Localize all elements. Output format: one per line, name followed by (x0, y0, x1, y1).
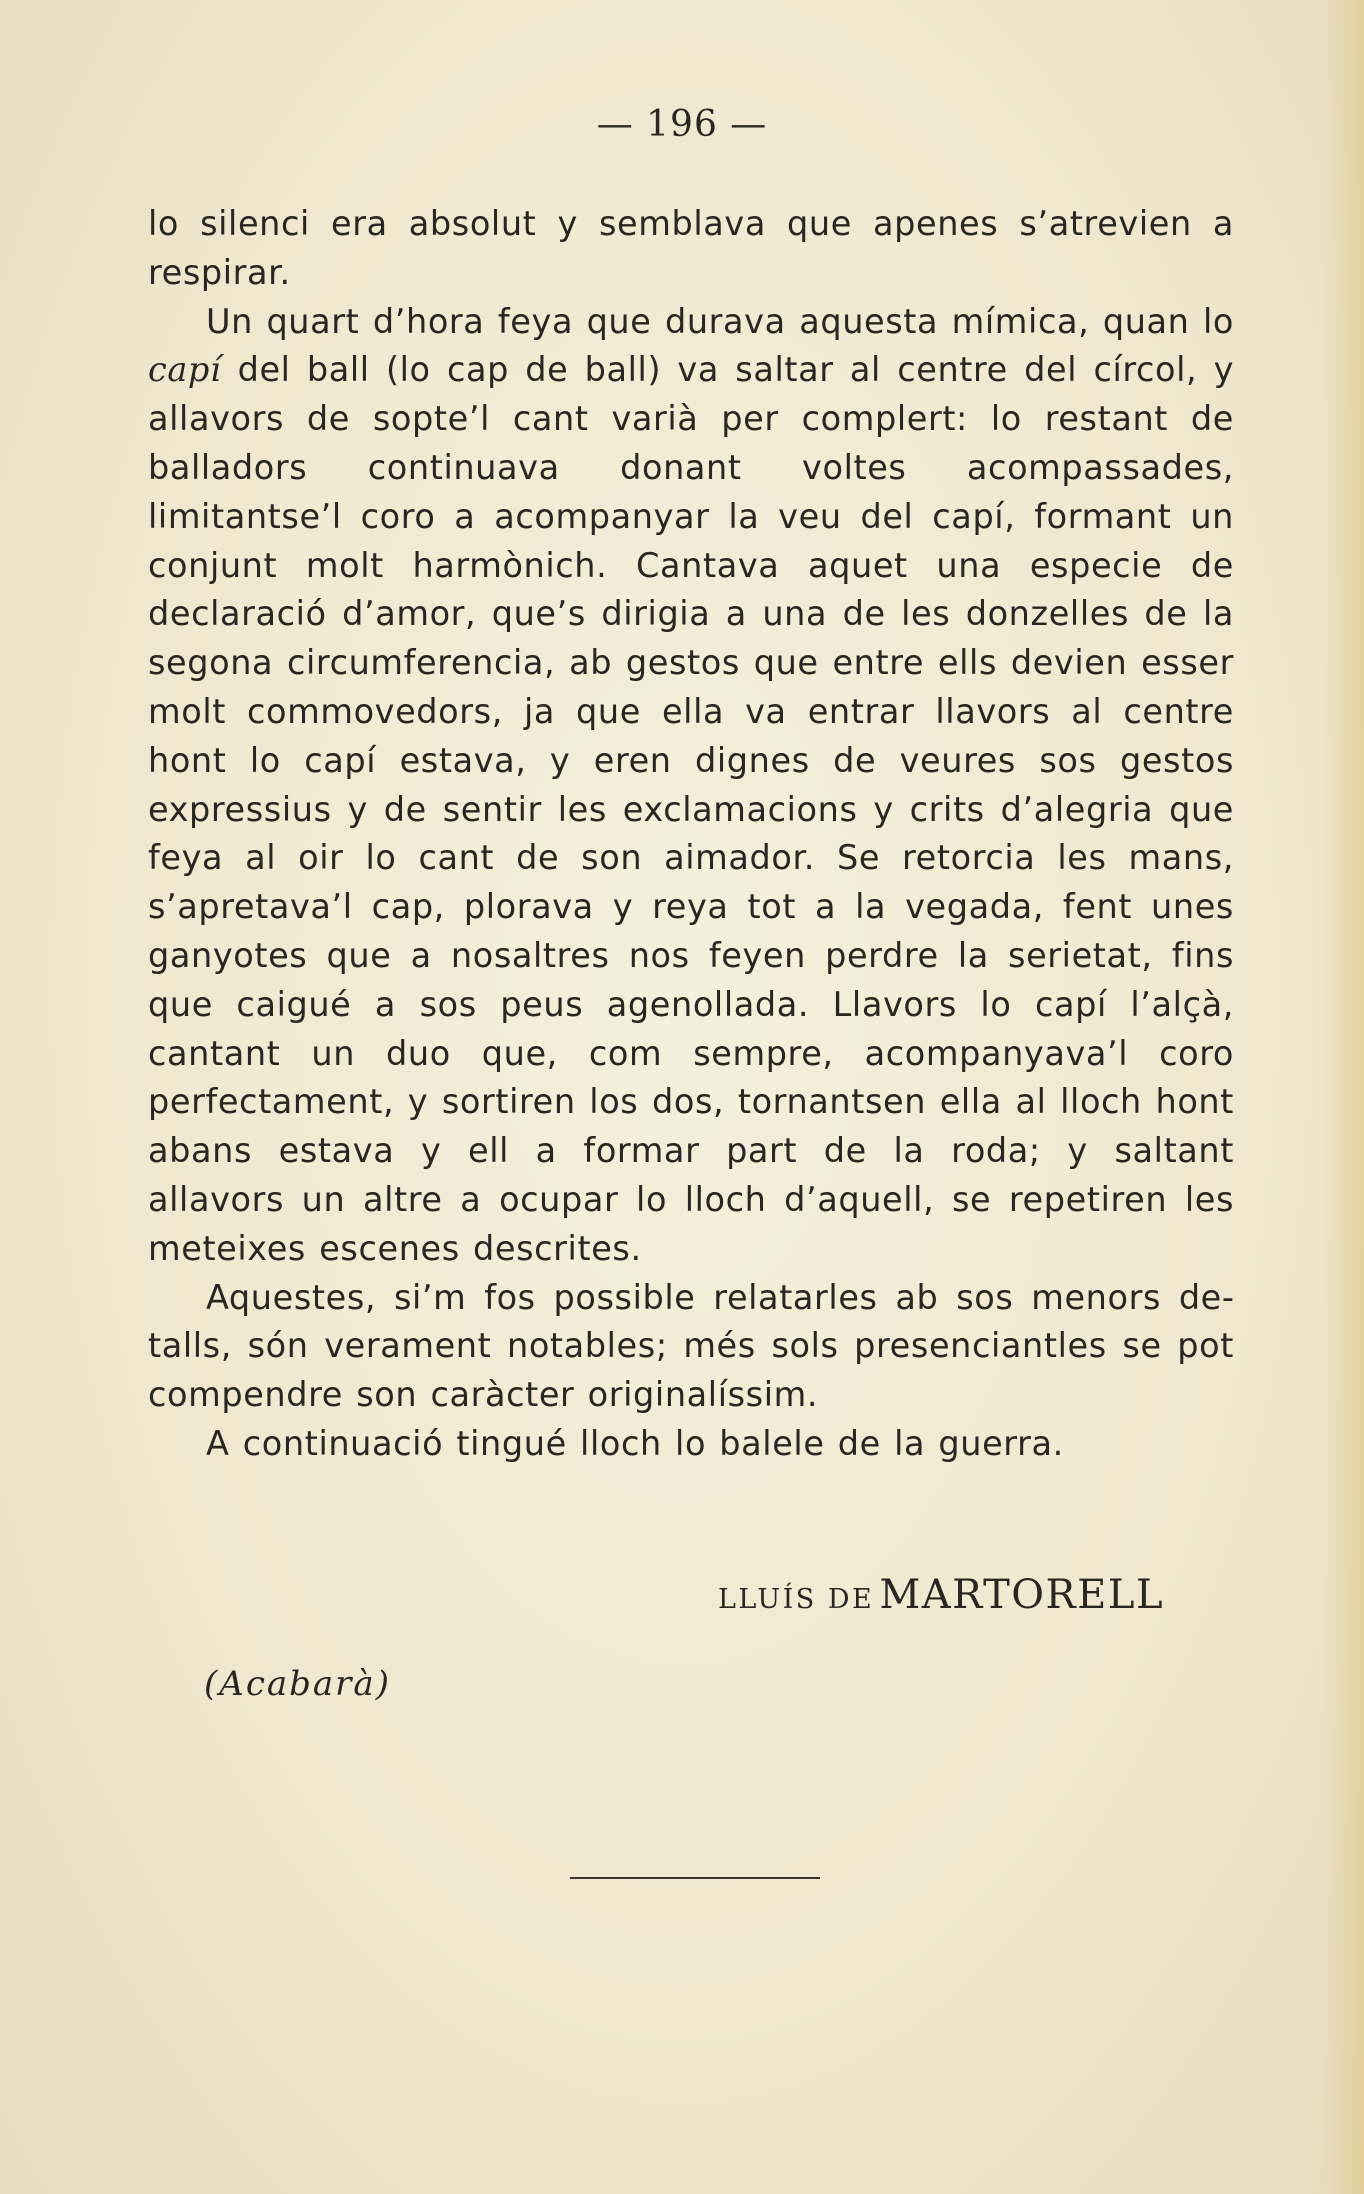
author-signature (0, 1572, 1164, 1618)
page-edge-shading (1324, 0, 1364, 2194)
paragraph (148, 1420, 1234, 1469)
paragraph (148, 298, 1234, 1274)
paragraph-text: Un quart d’hora feya que durava aquesta mímica, quan lo (206, 301, 1234, 341)
author-signature-prefix: LLUÍS DE (717, 1584, 875, 1615)
page-number: — 196 — (596, 104, 768, 145)
paragraph-text: Aquestes, si’m fos possible relatarles ab sos menors detalls, són verament notables; més sols presenciantles se pot compendre son caràcter originalíssim. (148, 1277, 1234, 1415)
emphasized-term: capí (148, 350, 222, 390)
continuation-note: (Acabarà) (204, 1664, 391, 1704)
paragraph-text: A continuació tingué lloch lo balele de la guerra. (206, 1423, 1064, 1463)
section-end-rule (570, 1877, 820, 1879)
paragraph (148, 1274, 1234, 1420)
author-signature-surname: MARTORELL (879, 1572, 1164, 1618)
paragraph (148, 200, 1234, 298)
article-body (148, 200, 1234, 1469)
paragraph-text: lo silenci era absolut y semblava que apenes s’atrevien a respirar. (148, 204, 1234, 292)
paragraph-text: del ball (lo cap de ball) va saltar al centre del círcol, y allavors de sopte’l cant varià per complert: lo restant de balladors continuava donant voltes acompassades, limitantse’l coro a acompanyar la veu del capí, formant un conjunt molt harmònich. Cantava aquet una especie de declaració d’amor, que’s dirigia a una de les donzelles de la segona circumferencia, ab gestos que entre ells devien esser molt commovedors, ja que ella va entrar llavors al centre hont lo capí estava, y eren dignes de veures sos gestos expressius y de sentir les exclamacions y crits d’alegria que feya al oir lo cant de son aimador. Se retorcia les mans, s’apretava’l cap, plorava y reya tot a la vegada, fent unes ganyotes que a nosaltres nos feyen perdre la serietat, fins que caigué a sos peus agenollada. Llavors lo capí l’alçà, cantant un duo que, com sempre, acompanyava’l coro perfectament, y sortiren los dos, tornantsen ella al lloch hont abans estava y ell a formar part de la roda; y saltant allavors un altre a ocupar lo lloch d’aquell, se repetiren les meteixes escenes descrites. (148, 350, 1234, 1268)
